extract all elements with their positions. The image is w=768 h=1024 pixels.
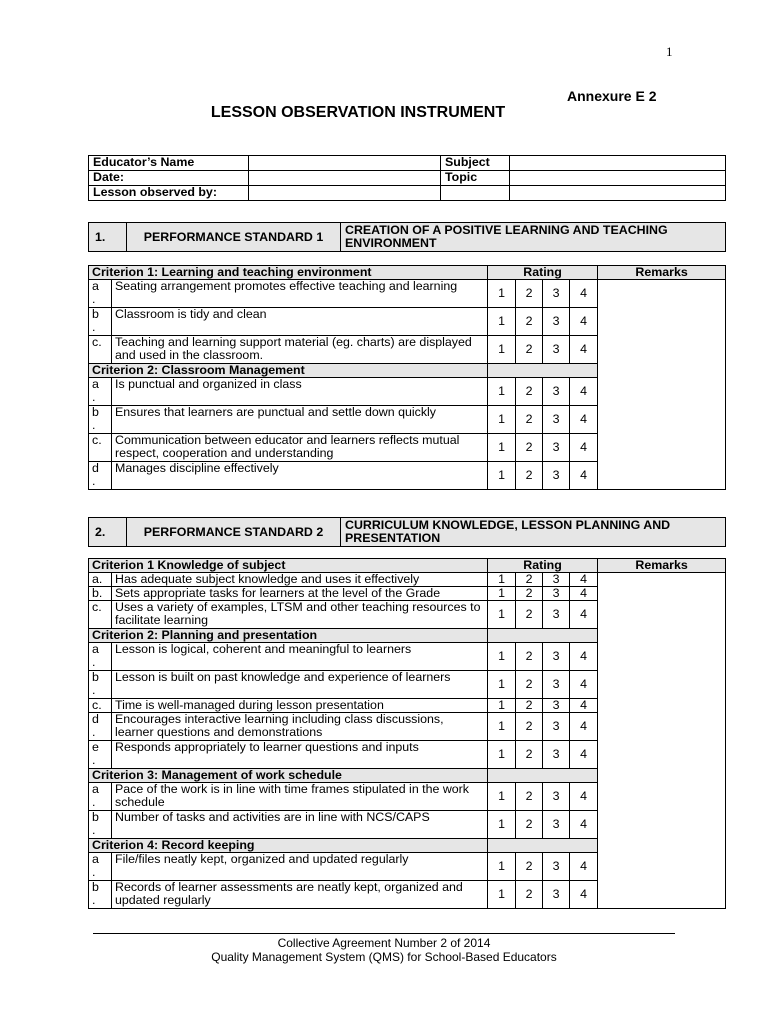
remarks-header: Remarks (598, 266, 726, 280)
rating-option-3[interactable]: 3 (543, 643, 570, 671)
rating-option-3[interactable]: 3 (543, 853, 570, 881)
footer-divider (93, 933, 675, 934)
item-letter: a . (89, 783, 112, 811)
rating-option-1[interactable]: 1 (488, 811, 516, 839)
date-label: Date: (89, 171, 249, 186)
rating-option-1[interactable]: 1 (488, 434, 516, 462)
rating-option-1[interactable]: 1 (488, 853, 516, 881)
rating-option-3[interactable]: 3 (543, 378, 570, 406)
rating-option-2[interactable]: 2 (516, 462, 543, 490)
subject-label: Subject (441, 156, 510, 171)
criteria-table-2 (88, 558, 726, 909)
item-description: Pace of the work is in line with time frames stipulated in the work schedule (112, 783, 488, 811)
rating-blank-cell (488, 769, 598, 783)
item-letter: d . (89, 462, 112, 490)
info-blank-cell (510, 186, 726, 201)
educator-name-label: Educator’s Name (89, 156, 249, 171)
item-description: Lesson is built on past knowledge and experience of learners (112, 671, 488, 699)
standard-label: PERFORMANCE STANDARD 2 (127, 518, 341, 547)
rating-option-2[interactable]: 2 (516, 699, 543, 713)
performance-standard-1-header (88, 222, 726, 252)
rating-option-4[interactable]: 4 (570, 280, 598, 308)
rating-option-4[interactable]: 4 (570, 601, 598, 629)
rating-option-4[interactable]: 4 (570, 671, 598, 699)
rating-blank-cell (488, 364, 598, 378)
rating-option-4[interactable]: 4 (570, 308, 598, 336)
criterion-title: Criterion 1 Knowledge of subject (89, 559, 488, 573)
topic-field[interactable] (510, 171, 726, 186)
standard-description: CREATION OF A POSITIVE LEARNING AND TEACHING ENVIRONMENT (341, 223, 726, 252)
criteria-table-1 (88, 265, 726, 490)
rating-option-3[interactable]: 3 (543, 308, 570, 336)
rating-option-3[interactable]: 3 (543, 783, 570, 811)
observed-by-label: Lesson observed by: (89, 186, 249, 201)
document-title: LESSON OBSERVATION INSTRUMENT (210, 104, 506, 121)
rating-header: Rating (488, 559, 598, 573)
rating-option-1[interactable]: 1 (488, 881, 516, 909)
criterion-title: Criterion 4: Record keeping (89, 839, 488, 853)
rating-option-4[interactable]: 4 (570, 434, 598, 462)
rating-option-4[interactable]: 4 (570, 741, 598, 769)
educator-info-table (88, 155, 726, 201)
rating-option-2[interactable]: 2 (516, 587, 543, 601)
rating-option-3[interactable]: 3 (543, 336, 570, 364)
date-field[interactable] (249, 171, 441, 186)
rating-option-2[interactable]: 2 (516, 406, 543, 434)
rating-option-4[interactable]: 4 (570, 699, 598, 713)
standard-label: PERFORMANCE STANDARD 1 (127, 223, 341, 252)
rating-option-4[interactable]: 4 (570, 713, 598, 741)
item-description: Uses a variety of examples, LTSM and other teaching resources to facilitate learning (112, 601, 488, 629)
rating-option-3[interactable]: 3 (543, 699, 570, 713)
rating-option-2[interactable]: 2 (516, 280, 543, 308)
rating-option-2[interactable]: 2 (516, 713, 543, 741)
rating-option-1[interactable]: 1 (488, 601, 516, 629)
rating-option-2[interactable]: 2 (516, 378, 543, 406)
item-description: Communication between educator and learners reflects mutual respect, cooperation and understanding (112, 434, 488, 462)
item-description: Time is well-managed during lesson presentation (112, 699, 488, 713)
item-letter: a. (89, 573, 112, 587)
rating-option-3[interactable]: 3 (543, 741, 570, 769)
rating-option-4[interactable]: 4 (570, 462, 598, 490)
rating-option-1[interactable]: 1 (488, 741, 516, 769)
standard-number: 2. (89, 518, 127, 547)
rating-option-1[interactable]: 1 (488, 713, 516, 741)
item-description: Number of tasks and activities are in line with NCS/CAPS (112, 811, 488, 839)
item-letter: c. (89, 336, 112, 364)
standard-description: CURRICULUM KNOWLEDGE, LESSON PLANNING AND PRESENTATION (341, 518, 726, 547)
item-description: Has adequate subject knowledge and uses it effectively (112, 573, 488, 587)
observed-by-field[interactable] (249, 186, 441, 201)
criterion-header-row (89, 266, 726, 280)
rating-option-4[interactable]: 4 (570, 378, 598, 406)
rating-option-3[interactable]: 3 (543, 713, 570, 741)
rating-option-1[interactable]: 1 (488, 783, 516, 811)
rating-option-3[interactable]: 3 (543, 280, 570, 308)
rating-option-2[interactable]: 2 (516, 783, 543, 811)
criterion-title: Criterion 3: Management of work schedule (89, 769, 488, 783)
item-description: Responds appropriately to learner questions and inputs (112, 741, 488, 769)
remarks-field[interactable] (598, 573, 726, 909)
item-letter: c. (89, 601, 112, 629)
item-description: Manages discipline effectively (112, 462, 488, 490)
rating-blank-cell (488, 839, 598, 853)
topic-label: Topic (441, 171, 510, 186)
rating-option-2[interactable]: 2 (516, 643, 543, 671)
item-description: Teaching and learning support material (eg. charts) are displayed and used in the classroom. (112, 336, 488, 364)
item-letter: b . (89, 811, 112, 839)
item-letter: b . (89, 308, 112, 336)
rating-option-4[interactable]: 4 (570, 587, 598, 601)
item-description: Classroom is tidy and clean (112, 308, 488, 336)
rating-option-4[interactable]: 4 (570, 336, 598, 364)
performance-standard-2-header (88, 517, 726, 547)
footer-qms: Quality Management System (QMS) for School-Based Educators (211, 950, 557, 964)
rating-option-3[interactable]: 3 (543, 587, 570, 601)
remarks-header: Remarks (598, 559, 726, 573)
rating-option-3[interactable]: 3 (543, 671, 570, 699)
rating-option-4[interactable]: 4 (570, 881, 598, 909)
item-letter: a . (89, 853, 112, 881)
item-letter: e . (89, 741, 112, 769)
criterion-item-row (89, 573, 726, 587)
remarks-field[interactable] (598, 280, 726, 490)
rating-option-3[interactable]: 3 (543, 434, 570, 462)
rating-option-2[interactable]: 2 (516, 811, 543, 839)
rating-option-1[interactable]: 1 (488, 308, 516, 336)
rating-option-3[interactable]: 3 (543, 601, 570, 629)
item-description: Sets appropriate tasks for learners at the level of the Grade (112, 587, 488, 601)
annexure-label: Annexure E 2 (567, 88, 657, 104)
rating-option-1[interactable]: 1 (488, 643, 516, 671)
subject-field[interactable] (510, 156, 726, 171)
item-letter: c. (89, 699, 112, 713)
item-letter: a . (89, 378, 112, 406)
info-blank-cell (441, 186, 510, 201)
rating-option-1[interactable]: 1 (488, 336, 516, 364)
item-letter: b. (89, 587, 112, 601)
item-letter: d . (89, 713, 112, 741)
criterion-item-row (89, 280, 726, 308)
item-letter: b . (89, 881, 112, 909)
rating-option-1[interactable]: 1 (488, 699, 516, 713)
item-letter: b . (89, 406, 112, 434)
page-number: 1 (666, 44, 673, 59)
rating-option-4[interactable]: 4 (570, 811, 598, 839)
item-description: Records of learner assessments are neatly kept, organized and updated regularly (112, 881, 488, 909)
criterion-header-row (89, 559, 726, 573)
item-letter: a . (89, 643, 112, 671)
standard-number: 1. (89, 223, 127, 252)
item-description: Ensures that learners are punctual and settle down quickly (112, 406, 488, 434)
rating-option-3[interactable]: 3 (543, 462, 570, 490)
rating-option-3[interactable]: 3 (543, 406, 570, 434)
rating-option-3[interactable]: 3 (543, 811, 570, 839)
rating-option-2[interactable]: 2 (516, 741, 543, 769)
rating-header: Rating (488, 266, 598, 280)
item-description: Lesson is logical, coherent and meaningful to learners (112, 643, 488, 671)
rating-option-2[interactable]: 2 (516, 434, 543, 462)
footer-agreement: Collective Agreement Number 2 of 2014 (277, 936, 491, 950)
criterion-title: Criterion 2: Classroom Management (89, 364, 488, 378)
rating-option-1[interactable]: 1 (488, 573, 516, 587)
rating-option-2[interactable]: 2 (516, 308, 543, 336)
rating-option-1[interactable]: 1 (488, 378, 516, 406)
item-description: Seating arrangement promotes effective teaching and learning (112, 280, 488, 308)
rating-option-4[interactable]: 4 (570, 783, 598, 811)
rating-option-3[interactable]: 3 (543, 881, 570, 909)
rating-option-4[interactable]: 4 (570, 643, 598, 671)
rating-option-1[interactable]: 1 (488, 587, 516, 601)
rating-option-2[interactable]: 2 (516, 601, 543, 629)
item-description: Encourages interactive learning including class discussions, learner questions and demonstrations (112, 713, 488, 741)
rating-option-3[interactable]: 3 (543, 573, 570, 587)
educator-name-field[interactable] (249, 156, 441, 171)
criterion-title: Criterion 2: Planning and presentation (89, 629, 488, 643)
item-letter: c. (89, 434, 112, 462)
rating-option-4[interactable]: 4 (570, 573, 598, 587)
rating-option-4[interactable]: 4 (570, 853, 598, 881)
item-description: File/files neatly kept, organized and updated regularly (112, 853, 488, 881)
rating-option-2[interactable]: 2 (516, 853, 543, 881)
rating-option-2[interactable]: 2 (516, 671, 543, 699)
item-letter: b . (89, 671, 112, 699)
item-letter: a . (89, 280, 112, 308)
item-description: Is punctual and organized in class (112, 378, 488, 406)
rating-option-2[interactable]: 2 (516, 573, 543, 587)
rating-option-1[interactable]: 1 (488, 406, 516, 434)
rating-option-2[interactable]: 2 (516, 336, 543, 364)
rating-option-4[interactable]: 4 (570, 406, 598, 434)
rating-option-2[interactable]: 2 (516, 881, 543, 909)
rating-option-1[interactable]: 1 (488, 671, 516, 699)
rating-blank-cell (488, 629, 598, 643)
rating-option-1[interactable]: 1 (488, 462, 516, 490)
criterion-title: Criterion 1: Learning and teaching environment (89, 266, 488, 280)
rating-option-1[interactable]: 1 (488, 280, 516, 308)
